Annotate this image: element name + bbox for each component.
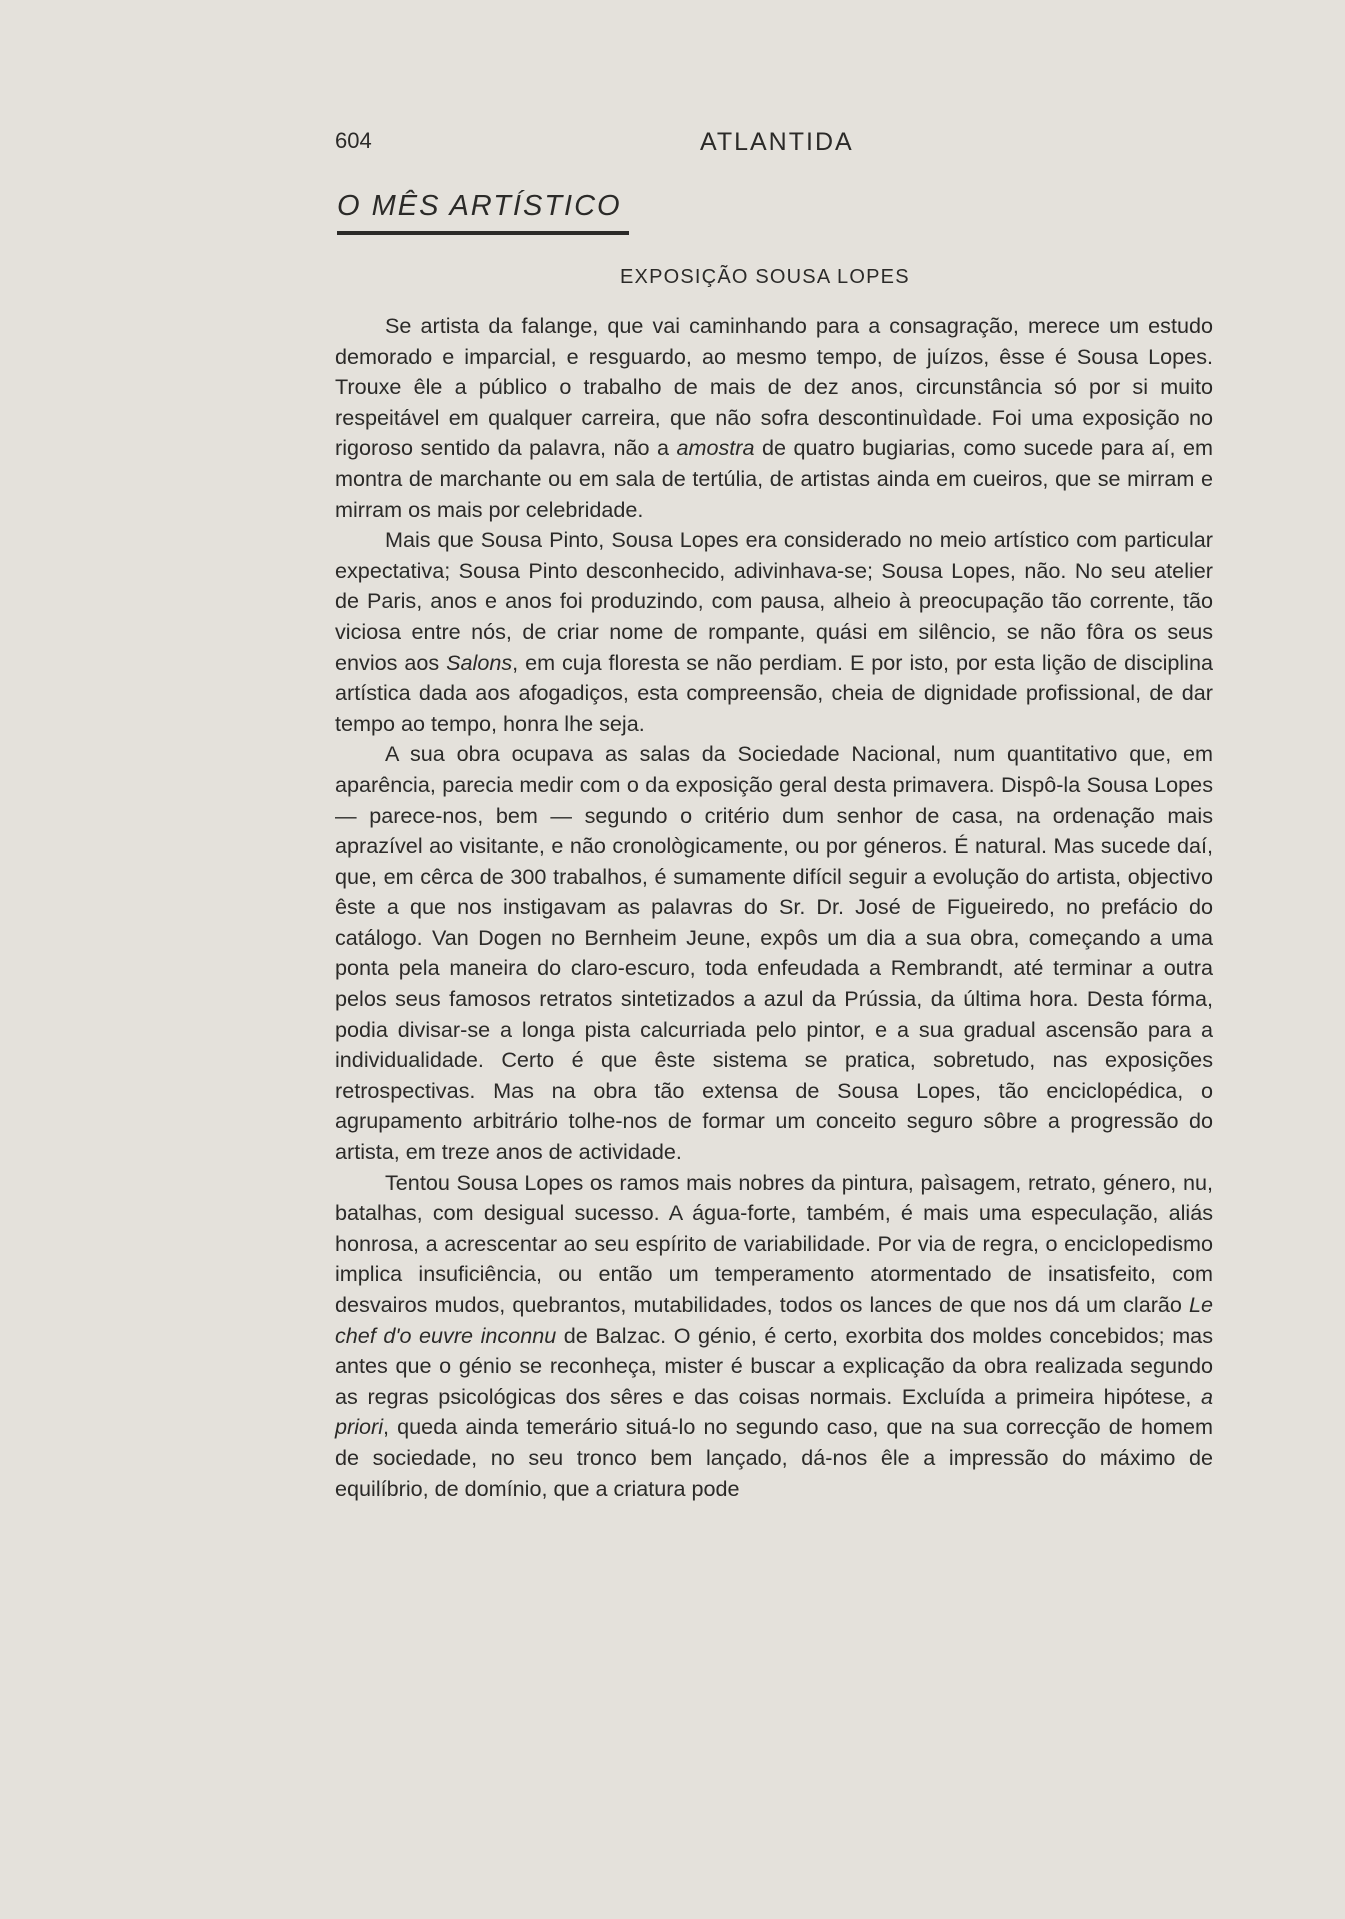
article-body [335, 311, 1213, 1504]
paragraph-2 [335, 525, 1213, 739]
paragraph-4-italic-chef-doeuvre: Le chef d'o euvre inconnu [335, 1292, 1213, 1348]
paragraph-1 [335, 311, 1213, 525]
paragraph-1-text-b: de quatro bugiarias, como sucede para aí, em montra de marchante ou em sala de tertúlia, de artistas ainda em cueiros, que se mirram e mirram os mais por celebridade. [335, 435, 1214, 522]
paragraph-2-text-a: Mais que Sousa Pinto, Sousa Lopes era considerado no meio artístico com particular expectativa; Sousa Pinto desconhecido, adivinhava-se; Sousa Lopes, não. No seu atelier de Paris, anos e anos foi produzindo, com pausa, alheio à preocupação tão corrente, tão viciosa entre nós, de criar nome de rompante, quási em silêncio, se não fôra os seus envios aos [335, 527, 1213, 675]
paragraph-3 [335, 739, 1213, 1167]
paragraph-3-text: A sua obra ocupava as salas da Sociedade Nacional, num quantitativo que, em aparência, parecia medir com o da exposição geral desta primavera. Dispô-la Sousa Lopes — parece-nos, bem — segundo o critério dum senhor de casa, na ordenação mais aprazível ao visitante, e não cronològicamente, ou por géneros. É natural. Mas sucede daí, que, em cêrca de 300 trabalhos, é sumamente difícil seguir a evolução do artista, objectivo êste a que nos instigavam as palavras do Sr. Dr. José de Figueiredo, no prefácio do catálogo. Van Dogen no Bernheim Jeune, expôs um dia a sua obra, começando a uma ponta pela maneira do claro-escuro, toda enfeudada a Rembrandt, até terminar a outra pelos seus famosos retratos sintetizados a azul da Prússia, da última hora. Desta fórma, podia divisar-se a longa pista calcurriada pelo pintor, e a sua gradual ascensão para a individualidade. Certo é que êste sistema se pratica, sobretudo, nas exposições retrospectivas. Mas na obra tão extensa de Sousa Lopes, tão enciclopédica, o agrupamento arbitrário tolhe-nos de formar um conceito seguro sôbre a progressão do artista, em treze anos de actividade. [335, 741, 1213, 1165]
paragraph-4-italic-a-priori: a priori [335, 1383, 1213, 1440]
paragraph-1-text-a: Se artista da falange, que vai caminhando para a consagração, merece um estudo demorado e imparcial, e resguardo, ao mesmo tempo, de juízos, êsse é Sousa Lopes. Trouxe êle a público o trabalho de mais de dez anos, circunstância só por si muito respeitável em qualquer carreira, que não sofra descontinuìdade. Foi uma exposição no rigoroso sentido da palavra, não a [335, 313, 1213, 461]
paragraph-4-text-b: de Balzac. O génio, é certo, exorbita dos moldes concebidos; mas antes que o génio se reconheça, mister é buscar a explicação da obra realizada segundo as regras psicológicas dos sêres e das coisas normais. Excluída a primeira hipótese, [335, 1322, 1213, 1409]
paragraph-1-italic-amostra: amostra [676, 435, 755, 461]
paragraph-4-text-a: Tentou Sousa Lopes os ramos mais nobres da pintura, paìsagem, retrato, género, nu, batalhas, com desigual sucesso. A água-forte, também, é mais uma especulação, aliás honrosa, a acrescentar ao seu espírito de variabilidade. Por via de regra, o enciclopedismo implica insuficiência, ou então um temperamento atormentado de insatisfeito, com desvairos mudos, quebrantos, mutabilidades, todos os lances de que nos dá um clarão [335, 1169, 1213, 1317]
page-number: 604 [335, 128, 372, 153]
section-title: O MÊS ARTÍSTICO [337, 190, 629, 235]
paragraph-2-italic-salons: Salons [446, 649, 513, 675]
article-title: EXPOSIÇÃO SOUSA LOPES [620, 266, 910, 288]
paragraph-2-text-b: , em cuja floresta se não perdiam. E por isto, por esta lição de disciplina artística dada aos afogadiços, esta compreensão, cheia de dignidade profissional, de dar tempo ao tempo, honra lhe seja. [335, 649, 1213, 736]
running-head [335, 128, 1215, 162]
paragraph-4 [335, 1168, 1213, 1505]
paragraph-4-text-c: , queda ainda temerário situá-lo no segundo caso, que na sua correcção de homem de sociedade, no seu tronco bem lançado, dá-nos êle a impressão do máximo de equilíbrio, de domínio, que a criatura pode [335, 1414, 1213, 1501]
journal-title: ATLANTIDA [700, 128, 854, 156]
